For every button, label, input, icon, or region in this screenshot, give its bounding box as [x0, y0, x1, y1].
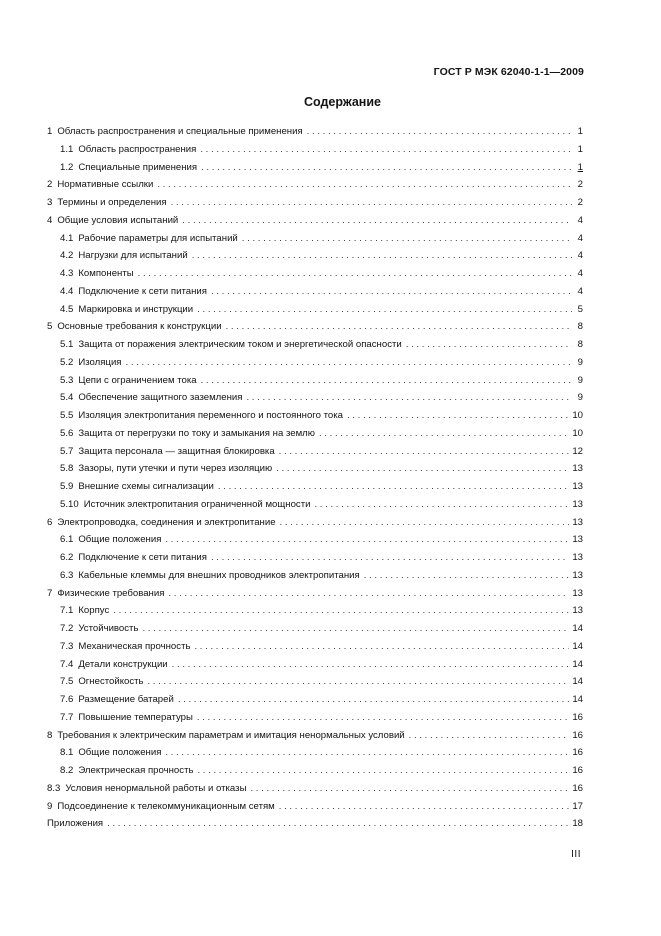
toc-entry-number: 6 [47, 516, 53, 528]
toc-dot-leader [314, 499, 569, 510]
toc-entry[interactable] [47, 197, 583, 215]
toc-entry-page: 12 [572, 445, 583, 457]
toc-entry-title: Компоненты [78, 268, 134, 279]
toc-entry-title: Защита от поражения электрическим током и энергетической опасности [78, 339, 402, 350]
toc-entry-title: Общие положения [78, 747, 162, 759]
toc-entry-number: 7.2 [60, 623, 74, 634]
toc-dot-leader [182, 215, 572, 226]
toc-entry[interactable] [47, 676, 583, 694]
toc-entry-number: 6.2 [60, 552, 74, 563]
toc-entry-title: Размещение батарей [78, 694, 174, 705]
toc-entry-title: Термины и определения [57, 197, 167, 208]
toc-entry-page: 14 [572, 676, 583, 688]
toc-entry-page: 10 [572, 427, 583, 439]
toc-entry-number: 5.9 [60, 481, 74, 492]
toc-entry[interactable] [47, 286, 583, 304]
toc-entry-page: 9 [577, 356, 583, 368]
toc-entry-number: 7.7 [60, 711, 74, 723]
toc-entry-title: Рабочие параметры для испытаний [78, 232, 238, 244]
toc-entry[interactable] [47, 570, 583, 588]
toc-dot-leader [211, 552, 569, 563]
toc-entry-number: 8.3 [47, 782, 61, 794]
toc-entry-number: 1.1 [60, 143, 74, 155]
toc-entry-title: Источник электропитания ограниченной мощности [83, 498, 311, 510]
toc-entry-title: Огнестойкость [78, 676, 144, 688]
toc-dot-leader [171, 197, 572, 208]
toc-entry-page: 13 [572, 498, 583, 510]
toc-entry-title: Корпус [78, 605, 110, 617]
toc-entry-title: Зазоры, пути утечки и пути через изоляцию [78, 463, 273, 475]
toc-dot-leader [200, 144, 572, 155]
toc-entry-page: 16 [572, 747, 583, 759]
toc-entry-title: Специальные применения [78, 161, 198, 173]
toc-dot-leader [197, 765, 569, 776]
toc-entry-page: 13 [572, 587, 583, 599]
toc-entry-page: 5 [577, 303, 583, 315]
toc-entry[interactable] [47, 783, 583, 801]
toc-dot-leader [197, 712, 569, 723]
toc-dot-leader [157, 179, 572, 190]
toc-dot-leader [165, 534, 569, 545]
toc-entry-page: 1 [577, 161, 583, 173]
toc-entry-number: 4 [47, 214, 53, 226]
toc-entry-title: Приложения [47, 818, 104, 830]
toc-entry[interactable] [47, 605, 583, 623]
toc-entry[interactable] [47, 162, 583, 180]
toc-entry[interactable] [47, 481, 583, 499]
toc-entry[interactable] [47, 339, 583, 357]
toc-entry-page: 4 [577, 214, 583, 226]
toc-entry[interactable] [47, 641, 583, 659]
toc-entry-page: 18 [572, 818, 583, 830]
toc-entry[interactable] [47, 179, 583, 197]
toc-entry-page: 13 [572, 516, 583, 528]
toc-entry-title: Нормативные ссылки [57, 179, 154, 191]
toc-entry-page: 14 [572, 623, 583, 634]
toc-entry-title: Внешние схемы сигнализации [78, 481, 214, 492]
toc-dot-leader [172, 659, 570, 670]
toc-entry[interactable] [47, 801, 583, 819]
toc-dot-leader [409, 730, 570, 741]
toc-dot-leader [201, 162, 572, 173]
toc-entry[interactable] [47, 428, 583, 446]
toc-entry-page: 8 [577, 339, 583, 350]
toc-entry[interactable] [47, 534, 583, 552]
toc-dot-leader [280, 517, 570, 528]
toc-entry-number: 5.1 [60, 339, 74, 350]
toc-entry-number: 4.1 [60, 232, 74, 244]
toc-entry-title: Защита от перегрузки по току и замыкания на землю [78, 427, 315, 439]
toc-entry-title: Устойчивость [78, 623, 139, 634]
toc-entry-number: 7.5 [60, 676, 74, 688]
toc-entry-page: 10 [572, 410, 583, 421]
document-code: ГОСТ Р МЭК 62040-1-1—2009 [433, 66, 584, 78]
toc-entry[interactable] [47, 357, 583, 375]
toc-entry-page: 4 [577, 250, 583, 262]
toc-entry[interactable] [47, 747, 583, 765]
toc-entry-page: 16 [572, 765, 583, 776]
toc-entry-number: 5.4 [60, 392, 74, 404]
toc-dot-leader [246, 392, 572, 403]
toc-entry[interactable] [47, 623, 583, 641]
toc-entry[interactable] [47, 463, 583, 481]
toc-entry[interactable] [47, 144, 583, 162]
toc-entry-title: Кабельные клеммы для внешних проводников электропитания [78, 569, 360, 581]
toc-entry-page: 1 [577, 126, 583, 137]
toc-entry-title: Основные требования к конструкции [57, 321, 222, 333]
toc-entry-number: 3 [47, 197, 53, 208]
toc-entry-page: 13 [572, 463, 583, 475]
toc-entry-number: 8 [47, 729, 53, 741]
toc-entry-title: Детали конструкции [78, 658, 168, 670]
toc-entry[interactable] [47, 659, 583, 677]
toc-entry[interactable] [47, 304, 583, 322]
toc-entry[interactable] [47, 233, 583, 251]
toc-entry-title: Электропроводка, соединения и электропитание [57, 516, 276, 528]
toc-entry-page: 14 [572, 640, 583, 652]
toc-entry-title: Требования к электрическим параметрам и имитация ненормальных условий [57, 729, 405, 741]
toc-dot-leader [347, 410, 569, 421]
toc-entry-title: Обеспечение защитного заземления [78, 392, 243, 404]
toc-entry[interactable] [47, 321, 583, 339]
toc-entry-title: Общие условия испытаний [57, 214, 179, 226]
toc-entry-title: Условия ненормальной работы и отказы [65, 782, 247, 794]
toc-entry-number: 4.5 [60, 303, 74, 315]
toc-entry-page: 8 [577, 321, 583, 333]
toc-entry-number: 5.10 [60, 498, 79, 510]
toc-dot-leader [201, 375, 572, 386]
toc-entry[interactable] [47, 268, 583, 286]
toc-dot-leader [211, 286, 572, 297]
toc-entry-number: 8.1 [60, 747, 74, 759]
toc-entry-number: 7.4 [60, 658, 74, 670]
toc-entry-number: 1 [47, 126, 53, 137]
toc-entry-title: Изоляция [78, 356, 122, 368]
toc-dot-leader [279, 446, 570, 457]
toc-entry-title: Нагрузки для испытаний [78, 250, 188, 262]
toc-entry-number: 7.3 [60, 640, 74, 652]
toc-dot-leader [226, 321, 572, 332]
toc-entry[interactable] [47, 588, 583, 606]
toc-entry[interactable] [47, 552, 583, 570]
toc-dot-leader [364, 570, 570, 581]
toc-entry-page: 16 [572, 782, 583, 794]
toc-entry-number: 4.2 [60, 250, 74, 262]
toc-entry-title: Повышение температуры [78, 711, 193, 723]
toc-entry-title: Изоляция электропитания переменного и постоянного тока [78, 410, 343, 421]
toc-entry-page: 13 [572, 534, 583, 546]
toc-entry-number: 7.6 [60, 694, 74, 705]
page-number: III [571, 849, 581, 860]
toc-entry-number: 6.3 [60, 569, 74, 581]
toc-dot-leader [276, 463, 569, 474]
toc-entry-title: Подсоединение к телекоммуникационным сетям [57, 800, 275, 812]
toc-entry-title: Область распространения и специальные применения [57, 126, 303, 137]
toc-entry-number: 5.8 [60, 463, 74, 475]
toc-entry-page: 16 [572, 711, 583, 723]
toc-dot-leader [126, 357, 573, 368]
toc-dot-leader [242, 233, 572, 244]
toc-entry-title: Подключение к сети питания [78, 552, 207, 563]
toc-entry-page: 4 [577, 232, 583, 244]
toc-entry-title: Область распространения [78, 143, 197, 155]
toc-dot-leader [319, 428, 569, 439]
toc-entry-page: 4 [577, 285, 583, 297]
toc-entry-title: Общие положения [78, 534, 162, 546]
toc-entry-title: Подключение к сети питания [78, 285, 207, 297]
toc-entry-page: 13 [572, 481, 583, 492]
toc-entry-page: 13 [572, 569, 583, 581]
table-of-contents [47, 126, 583, 836]
toc-entry-number: 1.2 [60, 161, 74, 173]
toc-entry-number: 5.6 [60, 427, 74, 439]
toc-entry-page: 9 [577, 392, 583, 404]
toc-entry-number: 8.2 [60, 765, 74, 776]
toc-entry[interactable] [47, 375, 583, 393]
toc-dot-leader [168, 588, 569, 599]
toc-dot-leader [148, 676, 570, 687]
toc-entry-number: 5.3 [60, 374, 74, 386]
toc-dot-leader [107, 818, 569, 829]
toc-entry-page: 17 [572, 800, 583, 812]
toc-entry[interactable] [47, 517, 583, 535]
toc-entry-page: 4 [577, 268, 583, 279]
toc-entry-title: Маркировка и инструкции [78, 303, 194, 315]
toc-dot-leader [406, 339, 572, 350]
toc-entry-title: Цепи с ограничением тока [78, 374, 197, 386]
page-title: Содержание [303, 95, 381, 109]
toc-entry-number: 5.5 [60, 410, 74, 421]
toc-dot-leader [194, 641, 569, 652]
toc-entry-page: 9 [577, 374, 583, 386]
toc-entry-title: Электрическая прочность [78, 765, 194, 776]
toc-entry[interactable] [47, 712, 583, 730]
toc-entry[interactable] [47, 694, 583, 712]
toc-dot-leader [178, 694, 570, 705]
toc-entry[interactable] [47, 818, 583, 836]
toc-entry-number: 6.1 [60, 534, 74, 546]
toc-dot-leader [197, 304, 572, 315]
toc-entry-number: 5 [47, 321, 53, 333]
toc-dot-leader [138, 268, 572, 279]
toc-entry-page: 2 [577, 197, 583, 208]
toc-entry[interactable] [47, 730, 583, 748]
toc-entry[interactable] [47, 499, 583, 517]
toc-dot-leader [218, 481, 569, 492]
toc-dot-leader [250, 783, 569, 794]
toc-entry-title: Физические требования [57, 587, 165, 599]
toc-entry-page: 13 [572, 605, 583, 617]
toc-entry-number: 5.7 [60, 445, 74, 457]
toc-entry-number: 9 [47, 800, 53, 812]
toc-entry[interactable] [47, 765, 583, 783]
toc-entry-page: 14 [572, 658, 583, 670]
toc-dot-leader [192, 250, 572, 261]
toc-entry[interactable] [47, 126, 583, 144]
toc-entry-number: 7 [47, 587, 53, 599]
toc-dot-leader [113, 605, 569, 616]
toc-entry-page: 13 [572, 552, 583, 563]
toc-entry-number: 4.4 [60, 285, 74, 297]
toc-entry[interactable] [47, 250, 583, 268]
toc-entry[interactable] [47, 392, 583, 410]
toc-entry-page: 14 [572, 694, 583, 705]
toc-entry-number: 2 [47, 179, 53, 191]
toc-entry-number: 7.1 [60, 605, 74, 617]
toc-entry-title: Защита персонала — защитная блокировка [78, 445, 275, 457]
toc-entry-number: 5.2 [60, 356, 74, 368]
toc-entry-page: 1 [577, 143, 583, 155]
toc-entry[interactable] [47, 410, 583, 428]
toc-dot-leader [165, 747, 569, 758]
toc-entry-title: Механическая прочность [78, 640, 191, 652]
toc-dot-leader [307, 126, 572, 137]
toc-entry-number: 4.3 [60, 268, 74, 279]
toc-dot-leader [279, 801, 570, 812]
toc-dot-leader [142, 623, 569, 634]
toc-entry[interactable] [47, 215, 583, 233]
toc-entry[interactable] [47, 446, 583, 464]
toc-entry-page: 2 [577, 179, 583, 191]
toc-entry-page: 16 [572, 729, 583, 741]
